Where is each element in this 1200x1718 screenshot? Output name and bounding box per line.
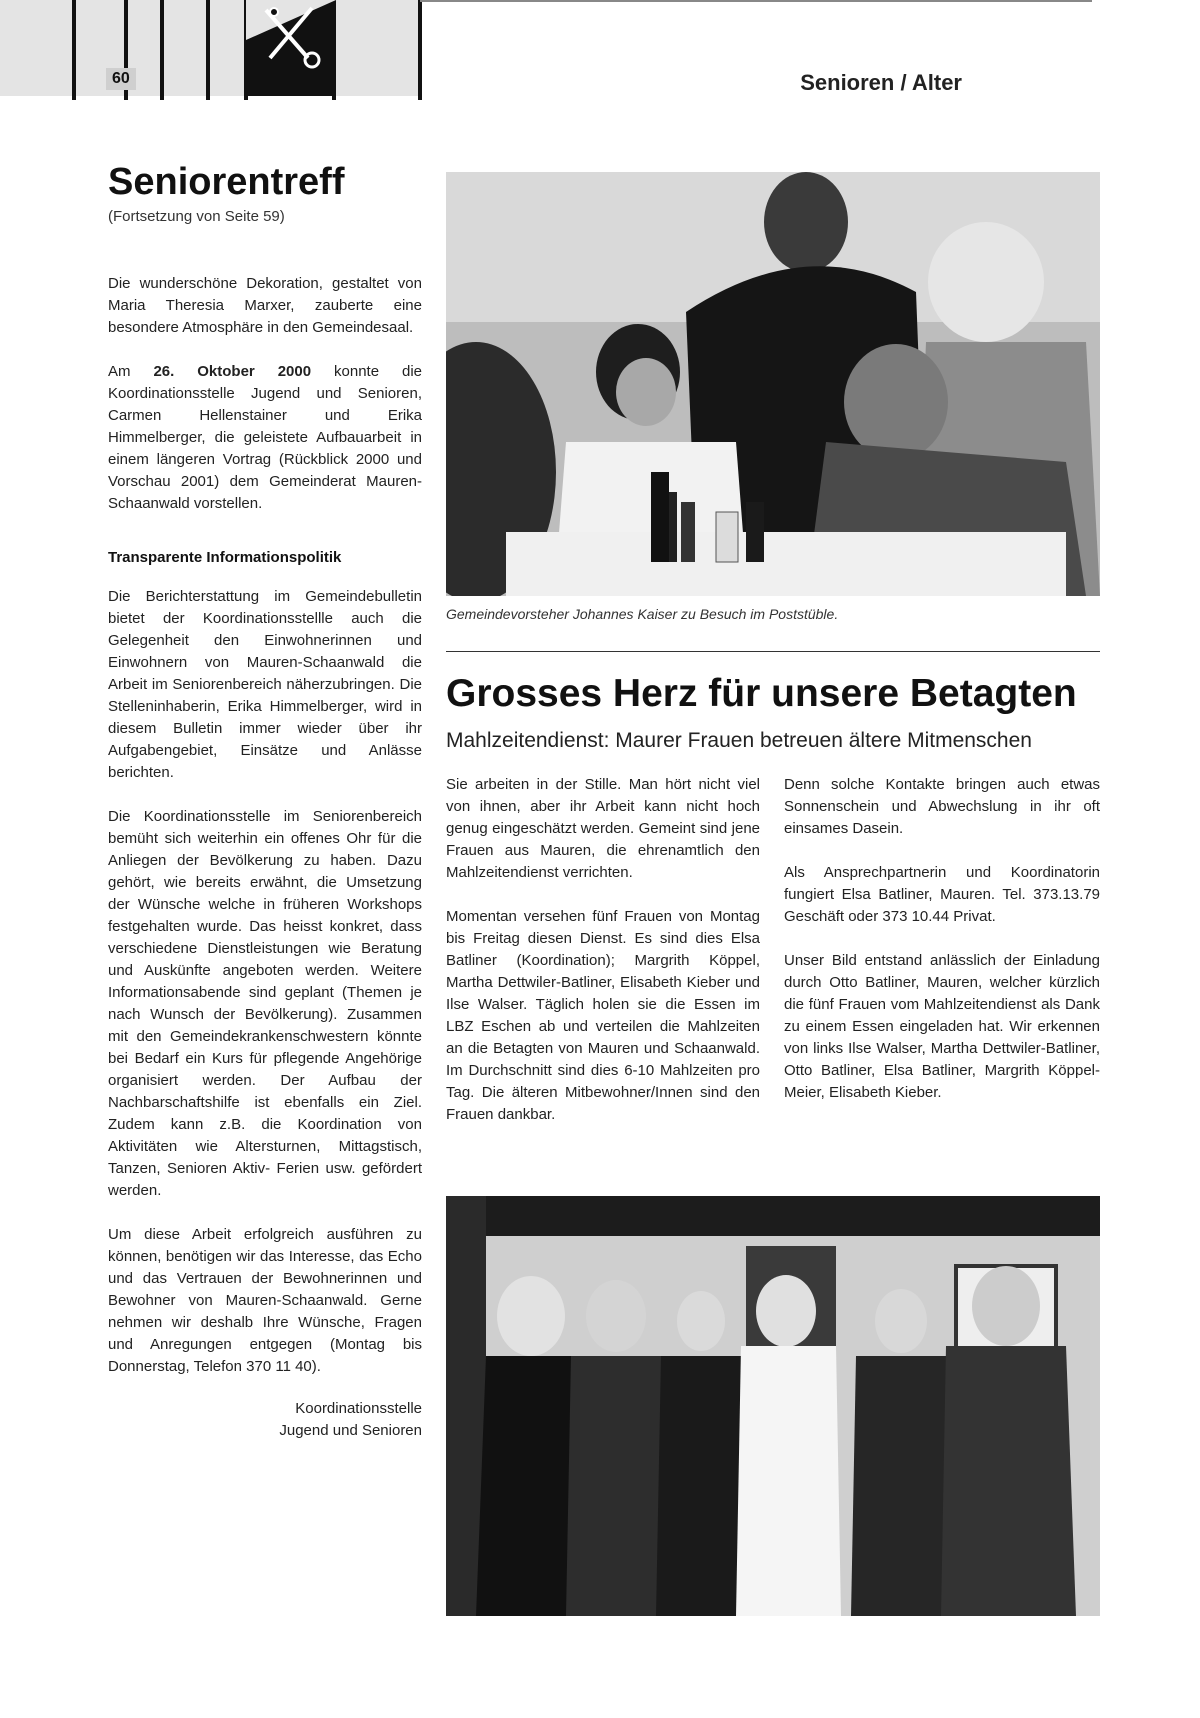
paragraph: Denn solche Kontakte bringen auch etwas Sonnenschein und Abwechslung in ihr oft einsames Dasein. <box>784 776 1100 837</box>
article2-column-2 <box>784 774 1100 1104</box>
paragraph: Momentan versehen fünf Frauen von Montag bis Freitag diesen Dienst. Es sind dies Elsa Batliner (Koordination); Margrith Köppel, Martha Dettwiler-Batliner, Elisabeth Kieber und Ilse Walser. Täglich holen sie die Essen im LBZ Eschen ab und verteilen die Mahlzeiten an die Betagten von Mauren und Schaanwald. Im Durchschnitt sind dies 6-10 Mahlzeiten pro Tag. Die älteren Mitbewohner/Innen sind den Frauen dankbar. <box>446 908 760 1123</box>
paragraph: Die Koordinationsstelle im Seniorenbereich bemüht sich weiterhin ein offenes Ohr für die Anliegen der Bevölkerung zu haben. Dazu gehört, wie bereits erwähnt, die Umsetzung der Wünsche welche in früheren Workshops festgehalten wurde. Das heisst konkret, dass verschiedene Dienstleistungen wie Beratung und Auskünfte angeboten werden. Weitere Informationsabende sind geplant (Themen je nach Wunsch der Bevölkerung). Zusammen mit den Gemeindekrankenschwestern könnte bei Bedarf ein Kurs für pflegende Angehörige organisiert werden. Der Aufbau der Nachbarschaftshilfe ist ebenfalls ein Ziel. Zudem kann z.B. die Koordination von Aktivitäten wie Altersturnen, Mittagstisch, Tanzen, Senioren Aktiv- Ferien usw. gefördert werden. <box>108 808 422 1199</box>
article-title: Seniorentreff <box>108 161 345 203</box>
photo-image <box>446 172 1100 596</box>
paragraph: Als Ansprechpartnerin und Koordinatorin fungiert Elsa Batliner, Mauren. Tel. 373.13.79 Geschäft oder 373 10.44 Privat. <box>784 864 1100 925</box>
paragraph <box>108 361 422 515</box>
photo-image <box>446 1196 1100 1616</box>
paragraph: Unser Bild entstand anlässlich der Einladung durch Otto Batliner, Mauren, welcher kürzlich die fünf Frauen vom Mahlzeitendienst als Dank zu einem Essen eingeladen hat. Wir erkennen von links Ilse Walser, Martha Dettwiler-Batliner, Otto Batliner, Elsa Batliner, Margrith Köppel-Meier, Elisabeth Kieber. <box>784 952 1100 1101</box>
header-rule <box>420 0 1092 2</box>
article-divider <box>446 651 1100 652</box>
photo-caption: Gemeindevorsteher Johannes Kaiser zu Besuch im Poststüble. <box>446 606 839 622</box>
header-bar <box>206 0 210 100</box>
text-run: Am <box>108 363 154 380</box>
header-bar <box>72 0 76 100</box>
date-emphasis: 26. Oktober 2000 <box>153 363 312 380</box>
continued-note: (Fortsetzung von Seite 59) <box>108 208 285 225</box>
photo-poststueble-visit <box>446 172 1100 596</box>
article-deck: Mahlzeitendienst: Maurer Frauen betreuen ältere Mitmenschen <box>446 729 1032 752</box>
subheading: Transparente Informationspolitik <box>108 549 342 566</box>
page-number: 60 <box>106 68 136 90</box>
page-header <box>0 0 1200 100</box>
header-bar <box>418 0 422 100</box>
article-seniorentreff <box>108 160 422 1442</box>
header-bar <box>160 0 164 100</box>
article2-column-1 <box>446 774 760 1126</box>
paragraph: Sie arbeiten in der Stille. Man hört nicht viel von ihnen, aber ihr Arbeit kann nicht hoch genug eingeschätzt werden. Gemeint sind jene Frauen aus Mauren, die ehrenamtlich den Mahlzeitendienst verrichten. <box>446 776 760 881</box>
paragraph: Die wunderschöne Dekoration, gestaltet von Maria Theresia Marxer, zauberte eine besondere Atmosphäre in den Gemeindesaal. <box>108 275 422 336</box>
header-shade <box>0 0 420 96</box>
text-run: konnte die Koordinationsstelle Jugend und Senioren, Carmen Hellenstainer und Erika Himmelberger, die geleistete Aufbauarbeit in einem längeren Vortrag (Rückblick 2000 und Vorschau 2001) dem Gemeinderat Mauren-Schaanwald vorstellen. <box>108 363 423 512</box>
paragraph: Um diese Arbeit erfolgreich ausführen zu können, benötigen wir das Interesse, das Echo und das Vertrauen der Bewohnerinnen und Bewohner von Mauren-Schaanwald. Gerne nehmen wir deshalb Ihre Wünsche, Fragen und Anregungen entgegen (Montag bis Donnerstag, Telefon 370 11 40). <box>108 1226 422 1375</box>
photo-mahlzeitendienst-group <box>446 1196 1100 1616</box>
paragraph: Die Berichterstattung im Gemeindebulletin bietet der Koordinationsstellle auch die Gelegenheit den Einwohnerinnen und Einwohnern von Mauren-Schaanwald die Arbeit im Seniorenbereich näherzubringen. Die Stelleninhaberin, Erika Himmelberger, wird in diesem Bulletin immer wieder über ihr Aufgabengebiet, Einsätze und Anlässe berichten. <box>108 588 422 781</box>
signature-line: Koordinationsstelle <box>295 1400 422 1417</box>
article-headline: Grosses Herz für unsere Betagten <box>446 672 1077 715</box>
signature <box>108 1398 422 1442</box>
crossed-tools-emblem-icon <box>246 0 336 96</box>
section-title: Senioren / Alter <box>800 70 962 95</box>
signature-line: Jugend und Senioren <box>279 1422 422 1439</box>
